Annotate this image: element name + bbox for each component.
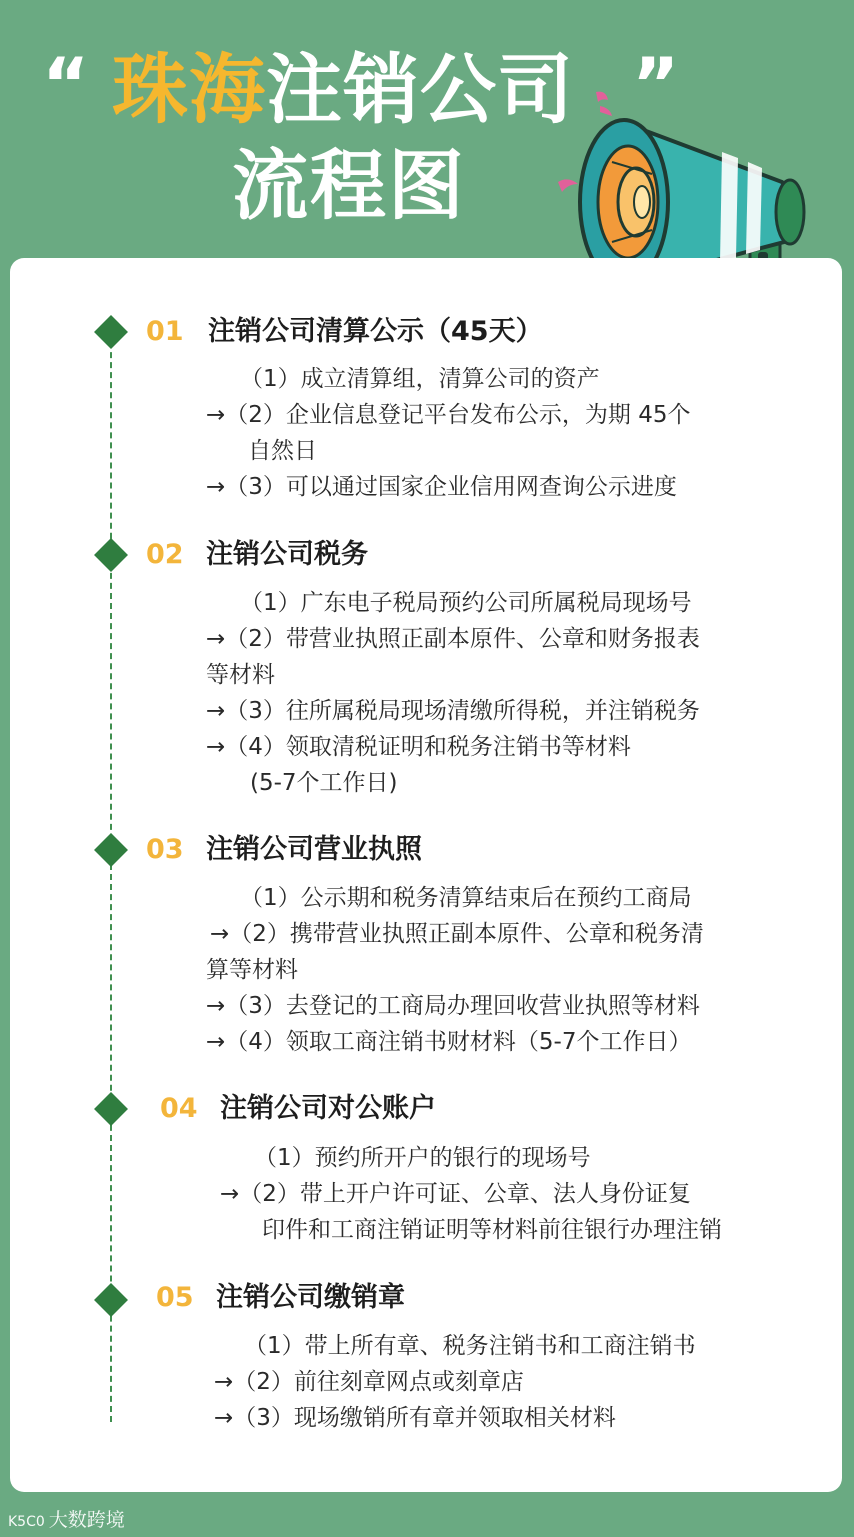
- section-title: 注销公司清算公示（45天）: [208, 316, 543, 347]
- watermark-text: 大数跨境: [48, 1509, 125, 1531]
- section-title: 注销公司缴销章: [216, 1282, 405, 1313]
- section-title: 注销公司营业执照: [206, 834, 422, 865]
- open-quote: “: [42, 42, 90, 126]
- section-number: 05: [156, 1282, 194, 1313]
- section-title: 注销公司税务: [206, 539, 368, 570]
- step-line: →（3）可以通过国家企业信用网查询公示进度: [206, 474, 677, 500]
- step-line: （1）成立清算组，清算公司的资产: [240, 366, 600, 392]
- step-line: →（2）携带营业执照正副本原件、公章和税务清: [210, 921, 704, 947]
- step-line: 算等材料: [206, 957, 298, 983]
- content-card: [10, 258, 842, 1492]
- timeline-line: [110, 332, 112, 1422]
- step-line: （1）公示期和税务清算结束后在预约工商局: [240, 885, 692, 911]
- step-line: 等材料: [206, 662, 275, 688]
- step-line: （1）预约所开户的银行的现场号: [254, 1145, 591, 1171]
- step-line: 自然日: [248, 438, 317, 464]
- step-line: →（3）现场缴销所有章并领取相关材料: [214, 1405, 616, 1431]
- step-line: →（2）带上开户许可证、公章、法人身份证复: [220, 1181, 691, 1207]
- step-line: (5-7个工作日): [250, 770, 398, 796]
- watermark-logo-icon: K5C0: [8, 1514, 45, 1530]
- title-highlight: 珠海: [112, 45, 266, 134]
- close-quote: ”: [632, 42, 680, 126]
- step-line: （1）带上所有章、税务注销书和工商注销书: [244, 1333, 696, 1359]
- step-line: →（3）去登记的工商局办理回收营业执照等材料: [206, 993, 700, 1019]
- page-subtitle: 流程图: [232, 141, 466, 230]
- section-number: 04: [160, 1093, 198, 1124]
- step-line: →（2）企业信息登记平台发布公示，为期 45个: [206, 402, 691, 428]
- section-number: 01: [146, 316, 184, 347]
- step-line: →（4）领取工商注销书财材料（5-7个工作日）: [206, 1029, 692, 1055]
- watermark: [8, 1505, 125, 1532]
- step-line: →（2）带营业执照正副本原件、公章和财务报表: [206, 626, 700, 652]
- step-line: →（2）前往刻章网点或刻章店: [214, 1369, 524, 1395]
- step-line: →（4）领取清税证明和税务注销书等材料: [206, 734, 631, 760]
- section-number: 03: [146, 834, 184, 865]
- step-line: 印件和工商注销证明等材料前往银行办理注销: [262, 1217, 722, 1243]
- section-number: 02: [146, 539, 184, 570]
- step-line: →（3）往所属税局现场清缴所得税，并注销税务: [206, 698, 700, 724]
- step-line: （1）广东电子税局预约公司所属税局现场号: [240, 590, 692, 616]
- page-title: [112, 45, 574, 134]
- title-rest: 注销公司: [266, 45, 574, 134]
- section-title: 注销公司对公账户: [220, 1093, 436, 1124]
